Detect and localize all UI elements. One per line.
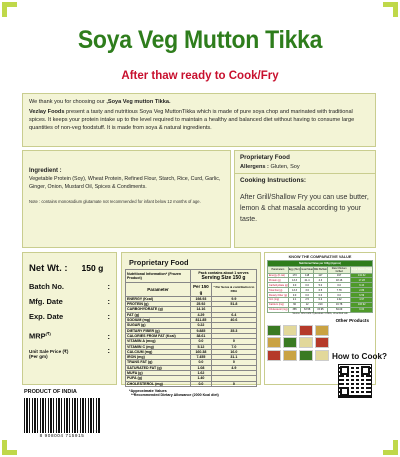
details-panel <box>22 252 117 385</box>
comparison-value: 0.00 <box>351 307 373 312</box>
comparison-param: Iron (mg) <box>268 297 289 302</box>
comparison-table <box>267 260 373 313</box>
comparison-param: Dietary Fiber (g) <box>269 293 288 297</box>
nutrient-per-150g: 0.0 <box>191 339 212 344</box>
nutrient-rda: 40.6 <box>211 318 256 323</box>
allergens-value: Gluten, Soy <box>270 164 300 170</box>
mrp-row <box>29 331 110 341</box>
nutrient-per-150g: 0.0 <box>191 381 212 386</box>
comparison-param: Total Fat (g) <box>268 288 289 293</box>
colon: : <box>107 282 110 291</box>
nutrient-name: FAT (g) <box>126 312 191 317</box>
comparison-param: Carbohydrate (g) <box>269 283 288 287</box>
comparison-value: 60 <box>288 302 300 307</box>
product-column <box>315 325 329 361</box>
nutrient-name: IRON (mg) <box>126 355 191 360</box>
ingredients-panel <box>22 150 231 248</box>
comparison-value: 0.0 <box>313 293 327 298</box>
other-products-label: Other Products <box>335 317 369 323</box>
nutrient-rda: 31.1 <box>211 355 256 360</box>
nutrient-rda: 6.4 <box>211 312 256 317</box>
comparison-table-title: Nutritional Value per 100g (Approx) <box>268 261 373 267</box>
comparison-value: 7.78 <box>327 288 351 293</box>
comparison-value: 0.0 <box>327 293 351 298</box>
col-rda: * Per Serve & contribution to RDA <box>211 283 256 297</box>
proprietary-heading: Proprietary Food <box>240 154 290 161</box>
comparison-col-header: Soya Mutton Tikka <box>351 268 373 271</box>
nutrient-per-150g: 1.40 <box>191 376 212 381</box>
comparison-value: 2.86 <box>351 288 373 293</box>
table-row <box>126 381 257 386</box>
nutrient-name: TRANS FAT (g) <box>126 360 191 365</box>
comparison-value: 12 <box>301 302 314 307</box>
comparison-value: 118 <box>301 273 314 278</box>
comparison-value: 84.09 <box>327 307 351 312</box>
col-per: Per 150 g <box>191 283 212 297</box>
nutrient-per-150g: 38.61 <box>191 333 212 338</box>
nutrient-rda: 9.9 <box>211 296 256 301</box>
nutrient-rda: 0 <box>211 360 256 365</box>
comparison-value: 4.3 <box>313 278 327 283</box>
product-pack-image <box>315 325 329 336</box>
comparison-value: 117 <box>313 273 327 278</box>
comparison-param: Calcium (mg) <box>268 302 289 307</box>
nutrient-name: SUGAR (g) <box>126 323 191 328</box>
product-pack-image <box>283 325 297 336</box>
nutrient-per-150g: 0.0 <box>191 360 212 365</box>
mrp-label <box>29 331 51 341</box>
comparison-value: 132.62 <box>351 273 373 278</box>
product-pack-image <box>267 337 281 348</box>
nutrient-name: VITAMIN C (mg) <box>126 344 191 349</box>
comparison-value: 2.5 <box>301 297 314 302</box>
comparison-value: 6.5 <box>313 288 327 293</box>
nutrient-name: SATURATED FAT (g) <box>126 365 191 370</box>
comparison-value: 365 <box>288 307 300 312</box>
nutrient-name: DIETARY FIBER (g) <box>126 328 191 333</box>
nutrient-name: PROTEIN (g) <box>126 302 191 307</box>
comparison-value: 0.0 <box>301 283 314 288</box>
comparison-value: 0.0 <box>327 283 351 288</box>
comparison-value: 2.1 <box>288 297 300 302</box>
nutrition-panel <box>121 252 261 397</box>
product-column <box>283 325 297 361</box>
corner-decoration <box>2 2 17 17</box>
nutrient-per-150g: 4.29 <box>191 312 212 317</box>
nutrient-name: CHOLESTEROL (mg) <box>126 381 191 386</box>
nutrient-name: ENERGY (Kcal) <box>126 296 191 301</box>
comparison-column-row <box>268 266 373 273</box>
divider <box>235 173 375 174</box>
product-pack-image <box>267 350 281 361</box>
comparison-value: 13.3 <box>288 288 300 293</box>
comparison-value: 0.0 <box>288 293 300 298</box>
comparison-col-header: Raw Chicken Grilled <box>327 266 351 273</box>
comparison-value: 6.59 <box>351 293 373 298</box>
comparison-value: 13.3 <box>288 278 300 283</box>
comparison-value: 4.97 <box>351 297 373 302</box>
ingredients-text: Vegetable Protein (Soy), Wheat Protein, Refined Flour, Starch, Rice, Curd, Garlic, Ginger, Onion, Mustard Oil, Spices & Condiments. <box>29 176 221 190</box>
nutrient-rda: 16.0 <box>211 349 256 354</box>
colon: : <box>107 345 110 355</box>
comparison-value: 63.58 <box>301 307 314 312</box>
table-col-row <box>126 283 257 297</box>
barcode-bars <box>24 398 100 433</box>
allergens-line <box>240 164 370 170</box>
comparison-value: 18.16 <box>327 278 351 283</box>
nutrient-per-150g: 811.85 <box>191 318 212 323</box>
col-param: Parameter <box>126 283 191 297</box>
intro-body <box>29 108 369 132</box>
product-column <box>299 325 313 361</box>
comparison-param: Cholesterol (mg) <box>269 308 288 312</box>
qr-finder <box>361 366 370 375</box>
nutrient-name: PUFA (g) <box>126 376 191 381</box>
batch-label: Batch No. <box>29 282 65 291</box>
comparison-value: 17.28 <box>351 278 373 283</box>
comparison-heading: KNOW THE COMPARATIVE VALUE <box>288 255 352 259</box>
intro-prefix: We thank you for choosing our <box>29 99 107 105</box>
product-pack-image <box>283 350 297 361</box>
intro-line <box>29 98 369 106</box>
net-weight-row <box>29 263 110 274</box>
qr-finder <box>340 387 349 396</box>
comparison-value: 9.44 <box>351 283 373 288</box>
product-pack-image <box>315 337 329 348</box>
table-row <box>268 307 373 312</box>
nutrient-per-150g: 0.22 <box>191 323 212 328</box>
comparison-value: 173 <box>288 273 300 278</box>
allergens-label: Allergens : <box>240 164 269 170</box>
product-pack-image <box>283 337 297 348</box>
comparison-value: 21.4 <box>301 278 314 283</box>
header-serving-cell <box>191 270 257 283</box>
msg-note: Note : contains monosodium glutamate not recommended for infant below 12 months of age. <box>29 198 201 204</box>
product-pack-image <box>315 350 329 361</box>
mrp-unit: (₹) <box>45 331 51 336</box>
product-pack-image <box>267 325 281 336</box>
product-pack-image <box>299 350 313 361</box>
qr-finder <box>340 366 349 375</box>
comparison-footnote: Source: NIN ICMR Hyderabad / USDA, Unverified Lab <box>292 312 348 315</box>
corner-decoration <box>2 440 17 455</box>
qr-code-icon[interactable] <box>338 364 372 398</box>
unit-price-row <box>29 346 110 361</box>
product-subtitle: After thaw ready to Cook/Fry <box>121 70 279 82</box>
comparison-value: 0.0 <box>288 283 300 288</box>
header-left: Nutritional Information* (Frozen Product) <box>126 270 191 283</box>
table-header-row <box>126 270 257 283</box>
comparison-param: Protein (g) <box>268 278 289 283</box>
nutrition-table <box>125 269 257 387</box>
comparison-col-header: Goat Meat <box>301 268 313 271</box>
product-of-india: PRODUCT OF INDIA <box>24 389 77 395</box>
nutrient-name: CARBOHYDRATE (g) <box>126 307 191 312</box>
comparison-value: 15.95 <box>313 307 327 312</box>
rda-note: **Recommended Dietary Allowance (2000 Kcal diet) <box>131 392 219 397</box>
mfg-row <box>29 297 110 306</box>
comparison-col-header: Egg (Hen) <box>288 268 301 271</box>
property-panel <box>234 150 376 248</box>
comparison-param: Energy (K cal) <box>268 273 289 278</box>
corner-decoration <box>383 2 398 17</box>
comparison-value: 106.92 <box>351 302 373 307</box>
net-weight-label: Net Wt. : <box>29 263 68 274</box>
product-column <box>267 325 281 361</box>
cooking-heading: Cooking Instructions: <box>240 177 307 184</box>
comparison-value: 1.02 <box>327 297 351 302</box>
batch-row <box>29 282 110 291</box>
barcode <box>24 398 100 443</box>
comparison-value: 16.78 <box>327 302 351 307</box>
nutrient-per-150g: 1.62 <box>191 371 212 376</box>
intro-product: ,Soya Veg mutton Tikka. <box>106 99 171 105</box>
nutrient-per-150g: 14.16 <box>191 307 212 312</box>
pack-info: Pack contains about 1 serves <box>198 271 249 275</box>
nutrient-per-150g: 160.38 <box>191 349 212 354</box>
comparison-col-header: Parameters <box>268 266 289 273</box>
comparison-value: 0.2 <box>313 297 327 302</box>
comparison-value: 197 <box>327 273 351 278</box>
nutrition-heading: Proprietary Food <box>129 258 189 267</box>
comparison-value: 3.6 <box>301 288 314 293</box>
cooking-text: After Grill/Shallow Fry you can use butter, lemon & chat masala according to your taste. <box>240 194 369 223</box>
nutrient-per-150g: 198.93 <box>191 296 212 301</box>
nutrient-name: MUFA (g) <box>126 371 191 376</box>
mrp-text: MRP <box>29 331 46 341</box>
exp-label: Exp. Date <box>29 312 64 321</box>
colon: : <box>107 331 110 341</box>
product-title: Soya Veg Mutton Tikka <box>77 26 323 54</box>
nutrient-per-150g: 7.455 <box>191 355 212 360</box>
comparison-col-header: Milk Buffalo <box>313 268 327 271</box>
ingredients-label: Ingredient : <box>29 168 62 174</box>
product-pack-image <box>299 325 313 336</box>
brand-name: Vezlay Foods <box>29 109 65 116</box>
exp-row <box>29 312 110 321</box>
nutrient-per-150g: 1.08 <box>191 365 212 370</box>
how-to-cook-label: How to Cook? <box>332 352 388 361</box>
colon: : <box>107 312 110 321</box>
product-pack-image <box>299 337 313 348</box>
nutrient-rda: 0 <box>211 381 256 386</box>
serving-size: Serving Size 150 g <box>201 275 246 282</box>
comparison-value: 5.0 <box>313 283 327 288</box>
comparison-value: 210 <box>313 302 327 307</box>
nutrient-name: CALCIUM (mg) <box>126 349 191 354</box>
nutrient-rda: 7.0 <box>211 344 256 349</box>
comparison-value: 0.0 <box>301 293 314 298</box>
corner-decoration <box>383 440 398 455</box>
intro-panel <box>22 93 376 147</box>
net-weight-value: 150 g <box>81 263 104 273</box>
nutrient-per-150g: 25.92 <box>191 302 212 307</box>
unit-price-label: Unit Sale Price (₹) (Per gm) <box>29 348 69 360</box>
nutrient-rda: 35.3 <box>211 328 256 333</box>
nutrient-rda: 4.9 <box>211 365 256 370</box>
approx-note: *Approximate Values <box>129 388 167 393</box>
colon: : <box>107 297 110 306</box>
nutrient-rda: 0 <box>211 339 256 344</box>
nutrient-rda: 51.8 <box>211 302 256 307</box>
nutrient-per-150g: 9.885 <box>191 328 212 333</box>
nutrient-name: CALORIES FROM FAT (Kcal) <box>126 333 191 338</box>
mfg-label: Mfg. Date <box>29 297 63 306</box>
intro-text: present a tasty and nutritious Soya Veg MuttonTikka which is made of pure soya chop and marinated with traditional spices. It keeps your protein intake up to the level required to maintain a healthy and balanced diet without having to consume large quantities of non-veg foodstuff. It is made from soya & natural ingredients. <box>29 109 355 132</box>
nutrient-per-150g: 5.12 <box>191 344 212 349</box>
barcode-number: 8 908004 715915 <box>39 433 85 438</box>
nutrient-name: SODIUM (mg) <box>126 318 191 323</box>
nutrient-name: VITAMIN A (mcg) <box>126 339 191 344</box>
